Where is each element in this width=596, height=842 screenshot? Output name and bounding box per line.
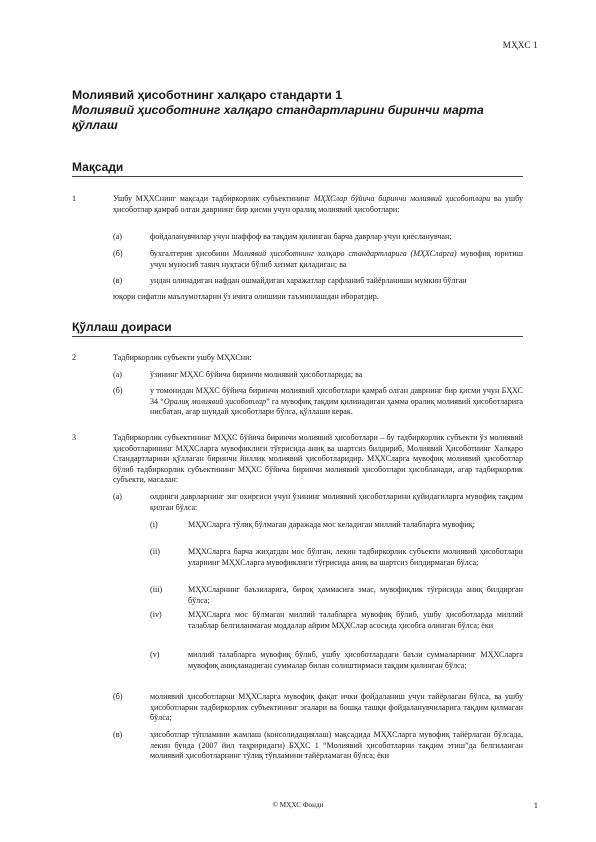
sublist-item-text: МҲХСларнинг баъзиларига, бироқ ҳаммасига эмас, мувофиқлик тўғрисида аниқ билдирган бўлса; bbox=[188, 585, 523, 605]
section-heading-scope: Қўллаш доираси bbox=[72, 320, 523, 337]
list-item-text: ҳисоботлар тўпламини жамлаш (консолидациялаш) мақсадида МҲХСларга мувофиқ тайёрлаган бўлсада, лекин бунда (2007 йил таҳриридаги) БҲХС 1 “Молиявий ҳисоботларни тақдим этиш”да белгиланган молиявий ҳисоботларнинг тўлиқ тўпламини тайёрламаган бўлса; ёки bbox=[150, 730, 523, 761]
sublist-label: (v) bbox=[150, 650, 160, 659]
sublist-label: (ii) bbox=[150, 547, 160, 556]
sublist-item-text: миллий талабларга мувофиқ бўлиб, ушбу ҳисоботлардаги баъзи суммаларнинг МҲХСларга мувофиқ аниқланадиган суммалар билан солиштирмаси тақдим қилинган бўлса; bbox=[188, 650, 523, 670]
section-heading-goal: Мақсади bbox=[72, 160, 523, 177]
sublist-label: (i) bbox=[150, 520, 158, 529]
list-item-text: у томонидан МҲХС бўйича биринчи молиявий ҳисоботлари қамраб олган даврнинг бир қисми учун БҲХС 34 “Оралиқ молиявий ҳисоботлар” га мувофиқ тақдим қилинадиган ҳамма оралиқ молиявий ҳисоботларига нисбатан, агар шундай ҳисоботлари бўлса, қўллаши керак. bbox=[150, 386, 523, 417]
paragraph-number: 3 bbox=[72, 433, 77, 442]
list-label: (в) bbox=[113, 276, 123, 285]
footer-copyright: © МҲХС Фонди bbox=[272, 801, 324, 809]
list-label: (а) bbox=[113, 232, 122, 241]
paragraph-text: Тадбиркорлик субъекти ушбу МҲХСни: bbox=[113, 353, 252, 362]
list-item-text: олдинги даврларнинг энг охиргиси учун ўзининг молиявий ҳисоботларини қуйидагиларга мувофиқ тақдим қилган бўлса: bbox=[150, 492, 523, 512]
paragraph-number: 1 bbox=[72, 194, 77, 203]
list-label: (б) bbox=[113, 692, 123, 701]
list-item-text: ундан олинадиган нафдан ошмайдиган харажатлар сарфланиб тайёрланиши мумкин бўлган bbox=[150, 276, 467, 285]
list-label: (б) bbox=[113, 249, 123, 258]
list-item-text: фойдаланувчилар учун шаффоф ва тақдим қилинган барча даврлар учун қиёсланувчан; bbox=[150, 232, 452, 241]
sublist-label: (iv) bbox=[150, 610, 162, 619]
paragraph-text: Ушбу МҲХСнинг мақсади тадбиркорлик субъектининг МҲХСлар бўйича биринчи молиявий ҳисоботлари ва ушбу ҳисоботлар қамраб олган даврнинг бир қисми учун оралиқ молиявий ҳисоботлари: bbox=[113, 194, 523, 214]
sublist-item-text: МҲХСларга тўлиқ бўлмаган даражада мос келадиган миллий талабларга мувофиқ; bbox=[188, 520, 475, 529]
page-number: 1 bbox=[533, 800, 538, 810]
list-label: (б) bbox=[113, 386, 123, 395]
list-label: (а) bbox=[113, 492, 122, 501]
title-block bbox=[72, 88, 532, 133]
paragraph-text: Тадбиркорлик субъектининг МҲХС бўйича биринчи молиявий ҳисоботлари – бу тадбиркорлик субъекти ўз молиявий ҳисоботларининг МҲХСларга мувофиклиги тўғрисида аниқ ва шартсиз билдириб, Молиявий Ҳисоботнинг Халқаро Стандартларини қўллаган биринчи йиллик молиявий ҳисоботларидир. МҲХСларга мувофиқ молиявий ҳисоботлар бўлиб тадбиркорлик субъектининг МҲХС бўйича биринчи молиявий ҳисоботлари ҳисобланади, агар тадбиркорлик субъекти, масалан: bbox=[113, 433, 523, 485]
list-item-text: бухгалтерия ҳисобини Молиявий ҳисоботнинг халқаро стандартларига (МҲХСларга) мувофиқ юритиш учун муносиб таянч нуқтаси бўлиб хизмат қиладиган; ва bbox=[150, 249, 523, 269]
sublist-item-text: МҲХСларга мос бўлмаган миллий талабларга мувофиқ бўлиб, ушбу ҳисоботларда миллий талаблар белгиланмаган моддалар айрим МҲХСлар асосида ҳисобга олинган бўлса; ёки bbox=[188, 610, 523, 630]
document-code: МҲХС 1 bbox=[502, 40, 538, 50]
paragraph-number: 2 bbox=[72, 353, 77, 362]
list-label: (в) bbox=[113, 730, 123, 739]
sublist-label: (iii) bbox=[150, 585, 163, 594]
list-item-text: ўзининг МҲХС бўйича биринчи молиявий ҳисоботларида; ва bbox=[150, 370, 363, 379]
paragraph-closing: юқори сифатли маълумотларни ўз ичига олишини таъминлашдан иборатдир. bbox=[113, 292, 379, 301]
list-item-text: молиявий ҳисоботларни МҲХСларга мувофиқ фақат ички фойдаланиш учун тайёрлаган бўлса, ва ушбу ҳисоботларни тадбиркорлик субъектининг эгалари ва бошқа ташқи фойдаланувчиларига тақдим қилмаган бўлса; bbox=[150, 692, 523, 723]
page-title: Молиявий ҳисоботнинг халқаро стандарти 1 bbox=[72, 88, 343, 102]
sublist-item-text: МҲХСларга барча жиҳатдан мос бўлган, лекин тадбиркорлик субъекти молиявий ҳисоботлари уларнинг МҲХСларга мувофиклиги тўғрисида аниқ ва шартсиз билдирмаган бўлса; bbox=[188, 547, 523, 567]
list-label: (а) bbox=[113, 370, 122, 379]
page-subtitle: Молиявий ҳисоботнинг халқаро стандартларини биринчи марта қўллаш bbox=[72, 103, 484, 132]
